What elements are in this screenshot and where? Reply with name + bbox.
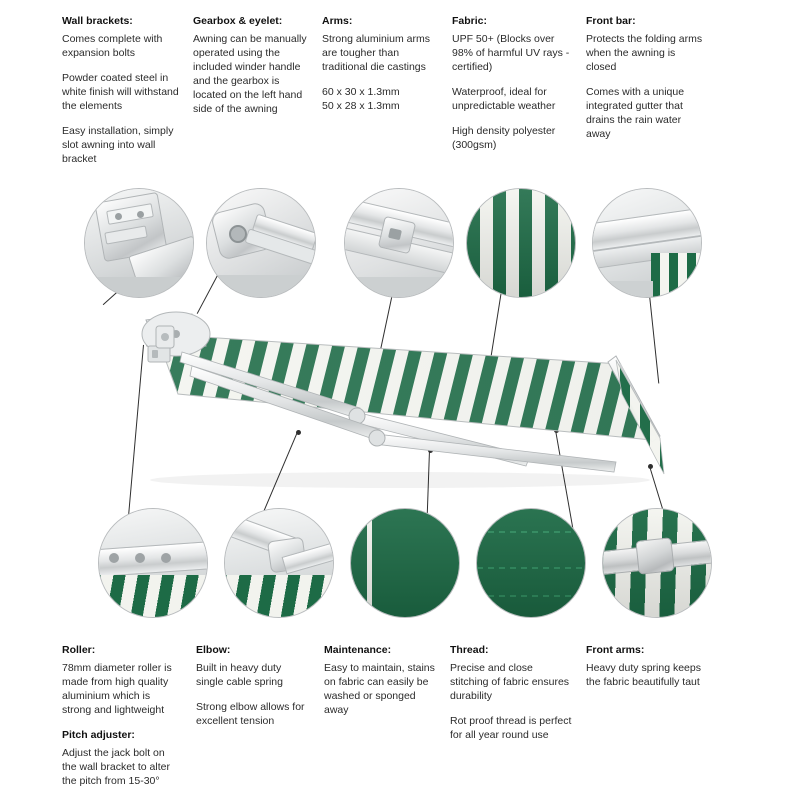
callout-image-arm	[344, 188, 454, 298]
callout-heading: Wall brackets:	[62, 15, 133, 27]
callout-heading: Arms:	[322, 15, 353, 27]
callout-paragraph: Awning can be manually operated using the included winder handle and the gearbox is located on the left hand side of the awning	[193, 33, 307, 115]
callout-image-roller	[98, 508, 208, 618]
awning-gearbox	[156, 326, 174, 348]
callout-heading: Roller:	[62, 644, 96, 656]
callout-paragraph: Rot proof thread is perfect for all year round use	[450, 715, 572, 741]
callout-paragraph: High density polyester (300gsm)	[452, 125, 556, 151]
callout-paragraph: Comes complete with expansion bolts	[62, 33, 163, 59]
callout-text-roller	[62, 643, 182, 788]
callout-text-fabric	[452, 14, 572, 152]
callout-image-elbow	[224, 508, 334, 618]
callout-heading: Elbow:	[196, 644, 231, 656]
callout-heading: Gearbox & eyelet:	[193, 15, 283, 27]
callout-paragraph: 78mm diameter roller is made from high quality aluminium which is strong and lightweight	[62, 662, 172, 716]
callout-image-wall-bracket	[84, 188, 194, 298]
callout-heading-secondary: Pitch adjuster:	[62, 729, 135, 741]
callout-paragraph: 60 x 30 x 1.3mm	[322, 86, 400, 98]
callout-text-front-bar	[586, 14, 704, 141]
callout-text-elbow	[196, 643, 308, 728]
callout-heading: Front arms:	[586, 644, 645, 656]
callout-image-thread	[476, 508, 586, 618]
callout-paragraph: Strong elbow allows for excellent tension	[196, 701, 305, 727]
callout-text-arms	[322, 14, 434, 113]
callout-image-front-bar	[592, 188, 702, 298]
callout-heading: Fabric:	[452, 15, 488, 27]
callout-paragraph: Adjust the jack bolt on the wall bracket to alter the pitch from 15-30°	[62, 747, 170, 787]
callout-heading: Thread:	[450, 644, 489, 656]
callout-paragraph: Strong aluminium arms are tougher than traditional die castings	[322, 33, 430, 73]
awning-svg	[60, 290, 730, 490]
callout-paragraph: Built in heavy duty single cable spring	[196, 662, 283, 688]
callout-text-gearbox-eyelet	[193, 14, 311, 116]
callout-heading: Front bar:	[586, 15, 636, 27]
callout-paragraph: 50 x 28 x 1.3mm	[322, 100, 400, 112]
callout-paragraph: Easy to maintain, stains on fabric can easily be washed or sponged away	[324, 662, 435, 716]
callout-paragraph: Precise and close stitching of fabric ensures durability	[450, 662, 570, 702]
callout-text-front-arms	[586, 643, 706, 689]
callout-text-wall-brackets	[62, 14, 180, 166]
awning-illustration	[60, 290, 730, 490]
callout-paragraph: Powder coated steel in white finish will withstand the elements	[62, 72, 179, 112]
callout-paragraph: Comes with a unique integrated gutter that drains the rain water away	[586, 86, 685, 140]
callout-heading: Maintenance:	[324, 644, 392, 656]
callout-paragraph: Heavy duty spring keeps the fabric beautifully taut	[586, 662, 701, 688]
callout-paragraph: Waterproof, ideal for unpredictable weather	[452, 86, 556, 112]
callout-paragraph: Protects the folding arms when the awning is closed	[586, 33, 703, 73]
callout-image-gearbox	[206, 188, 316, 298]
callout-image-fabric	[466, 188, 576, 298]
callout-image-front-arm	[602, 508, 712, 618]
callout-text-thread	[450, 643, 574, 742]
callout-text-maintenance	[324, 643, 439, 717]
callout-image-maintenance	[350, 508, 460, 618]
callout-paragraph: UPF 50+ (Blocks over 98% of harmful UV rays - certified)	[452, 33, 570, 73]
callout-paragraph: Easy installation, simply slot awning into wall bracket	[62, 125, 174, 165]
